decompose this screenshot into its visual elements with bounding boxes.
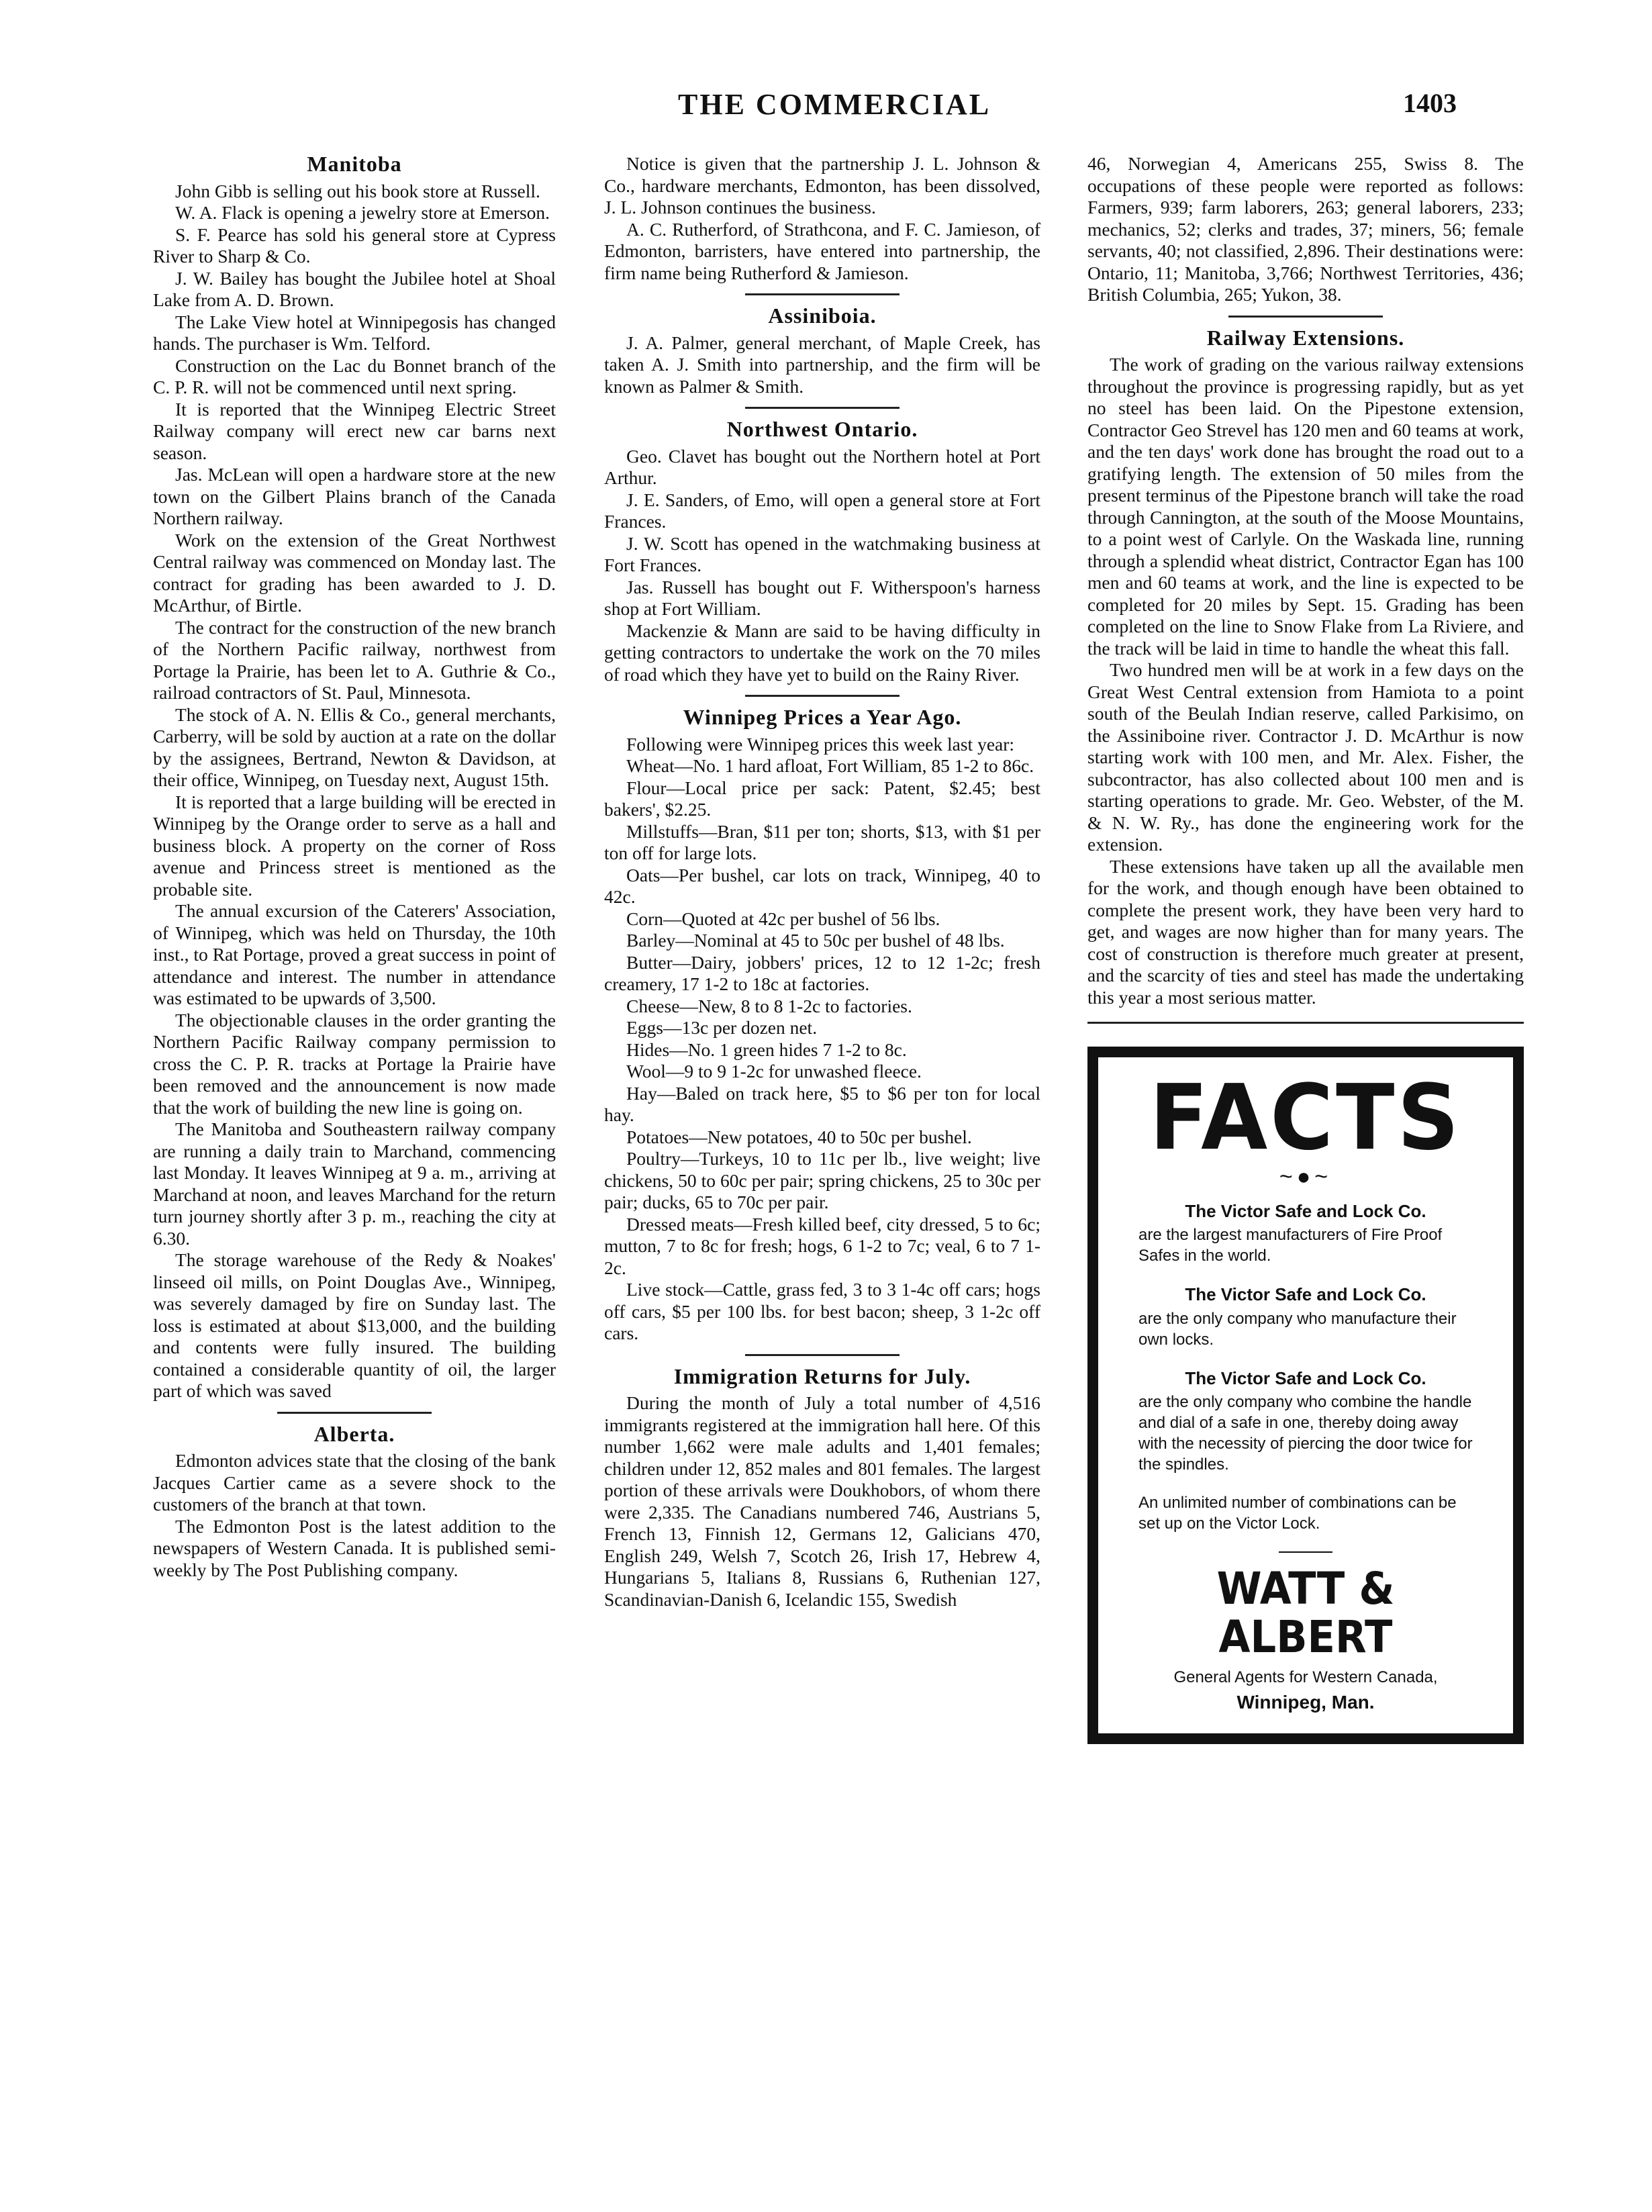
ad-headline: FACTS (1149, 1065, 1462, 1171)
news-item: The annual excursion of the Caterers' Association, of Winnipeg, which was held on Thursday, the 10th inst., to Rat Portage, proved a great success in point of attendance and interest. The number in attendance was estimated to be upwards of 3,500. (153, 900, 556, 1008)
ad-agents-name: WATT & ALBERT (1216, 1563, 1395, 1663)
column-1 (153, 153, 556, 1581)
column-3 (1087, 153, 1524, 1744)
news-item: The Lake View hotel at Winnipegosis has changed hands. The purchaser is Wm. Telford. (153, 311, 556, 354)
news-item: John Gibb is selling out his book store at Russell. (175, 180, 540, 201)
section-heading-alberta: Alberta. (313, 1421, 395, 1446)
price-item: Dressed meats—Fresh killed beef, city dressed, 5 to 6c; mutton, 7 to 8c for fresh; hogs, 6 1-2 to 7c; veal, 6 to 7 1-2c. (604, 1213, 1040, 1278)
news-item: Jas. Russell has bought out F. Witherspoon's harness shop at Fort William. (604, 576, 1040, 619)
price-item: Flour—Local price per sack: Patent, $2.45; best bakers', $2.25. (604, 777, 1040, 820)
news-item: It is reported that the Winnipeg Electric Street Railway company will erect new car barns next season. (153, 398, 556, 463)
news-item-continuation: 46, Norwegian 4, Americans 255, Swiss 8. The occupations of these people were reported as follows: Farmers, 939; farm laborers, 263; general laborers, 233; mechanics, 52; clerks and trades, 37; miners, 56; female servants, 40; not classified, 2,896. Their destinations were: Ontario, 11; Manitoba, 3,766; Northwest Territories, 436; British Columbia, 265; Yukon, 38. (1087, 153, 1524, 305)
price-item: Following were Winnipeg prices this week last year: (626, 733, 1015, 755)
news-item: The stock of A. N. Ellis & Co., general merchants, Carberry, will be sold by auction at a rate on the dollar by the assignees, Bertrand, Newton & Davidson, at their office, Winnipeg, on Tuesday next, August 15th. (153, 704, 556, 790)
column-2 (604, 153, 1040, 1610)
news-item: The Edmonton Post is the latest addition to the newspapers of Western Canada. It is published semi-weekly by The Post Publishing company. (153, 1515, 556, 1580)
ad-company-name: The Victor Safe and Lock Co. (1185, 1200, 1426, 1221)
price-item: Eggs—13c per dozen net. (626, 1017, 818, 1038)
price-item: Potatoes—New potatoes, 40 to 50c per bushel. (626, 1126, 972, 1147)
price-item: Live stock—Cattle, grass fed, 3 to 3 1-4c off cars; hogs off cars, $5 per 100 lbs. for best bacon; sheep, 3 1-2c off cars. (604, 1279, 1040, 1343)
news-item: Edmonton advices state that the closing of the bank Jacques Cartier came as a severe shock to the customers of the branch at that town. (153, 1450, 556, 1514)
advertisement-box (1087, 1047, 1524, 1744)
ad-item-text: are the largest manufacturers of Fire Proof Safes in the world. (1138, 1226, 1443, 1265)
price-item: Wool—9 to 9 1-2c for unwashed fleece. (626, 1061, 922, 1081)
news-item: During the month of July a total number of 4,516 immigrants registered at the immigration hall here. Of this number 1,662 were male adults and 1,401 females; children under 12, 852 males and 801 females. The largest portion of these arrivals were Doukhobors, of whom there were 2,335. The Canadians numbered 746, Austrians 5, French 13, Finnish 12, Germans 12, Galicians 470, English 249, Welsh 7, Scotch 26, Irish 17, Hebrew 4, Hungarians 5, Italians 8, Russians 6, Ruthenian 127, Scandinavian-Danish 6, Icelandic 155, Swedish (604, 1392, 1040, 1610)
section-heading-assiniboia: Assiniboia. (768, 303, 877, 328)
news-item: The contract for the construction of the new branch of the Northern Pacific railway, northwest from Portage la Prairie, has been let to A. Guthrie & Co., railroad contractors of St. Paul, Minnesota. (153, 616, 556, 703)
news-item: J. W. Scott has opened in the watchmaking business at Fort Frances. (604, 532, 1040, 575)
ad-company-name: The Victor Safe and Lock Co. (1185, 1367, 1426, 1388)
news-item: Work on the extension of the Great Northwest Central railway was commenced on Monday last. The contract for grading has been awarded to J. D. McArthur, of Birtle. (153, 529, 556, 616)
publication-title: THE COMMERCIAL (678, 88, 991, 121)
price-item: Wheat—No. 1 hard afloat, Fort William, 85 1-2 to 86c. (626, 755, 1034, 776)
section-divider (745, 293, 900, 295)
page-number: 1403 (1403, 88, 1457, 118)
price-item: Corn—Quoted at 42c per bushel of 56 lbs. (626, 908, 940, 929)
news-item: S. F. Pearce has sold his general store at Cypress River to Sharp & Co. (153, 224, 556, 267)
news-item: The objectionable clauses in the order granting the Northern Pacific Railway company permission to cross the C. P. R. tracks at Portage la Prairie have been removed and the announcement is now made that the work of building the new line is going on. (153, 1009, 556, 1118)
news-item: Construction on the Lac du Bonnet branch of the C. P. R. will not be commenced until next spring. (153, 354, 556, 397)
ad-city: Winnipeg, Man. (1236, 1691, 1375, 1713)
news-item: J. E. Sanders, of Emo, will open a general store at Fort Frances. (604, 489, 1040, 532)
price-item: Millstuffs—Bran, $11 per ton; shorts, $13, with $1 per ton off for large lots. (604, 820, 1040, 863)
news-item: W. A. Flack is opening a jewelry store at Emerson. (175, 202, 550, 223)
news-item: Mackenzie & Mann are said to be having difficulty in getting contractors to undertake the work on the 70 miles of road which they have yet to build on the Rainy River. (604, 620, 1040, 685)
news-item: Notice is given that the partnership J. L. Johnson & Co., hardware merchants, Edmonton, has been dissolved, J. L. Johnson continues the business. (604, 153, 1040, 218)
price-item: Cheese—New, 8 to 8 1-2c to factories. (626, 995, 912, 1016)
news-item: A. C. Rutherford, of Strathcona, and F. C. Jamieson, of Edmonton, barristers, have entered into partnership, the firm name being Rutherford & Jamieson. (604, 218, 1040, 283)
news-item: The storage warehouse of the Redy & Noakes' linseed oil mills, on Point Douglas Ave., Winnipeg, was severely damaged by fire on Sunday last. The loss is estimated at about $13,000, and the building and contents were fully insured. The building contained a considerable quantity of oil, the larger part of which was saved (153, 1249, 556, 1401)
price-item: Hay—Baled on track here, $5 to $6 per ton for local hay. (604, 1082, 1040, 1125)
price-item: Poultry—Turkeys, 10 to 11c per lb., live weight; live chickens, 50 to 60c per pair; spring chickens, 25 to 30c per pair; ducks, 65 to 70c per pair. (604, 1148, 1040, 1212)
news-item: The work of grading on the various railway extensions throughout the province is progressing rapidly, but as yet no steel has been laid. On the Pipestone extension, Contractor Geo Strevel has 120 men and 60 teams at work, and the ten days' work done has brought the road out to a gratifying length. The extension of 50 miles from the present terminus of the Pipestone branch will take the road through Cannington, at the south of the Moose Mountains, to a point west of Carlyle. On the Waskada line, running through a splendid wheat district, Contractor Egan has 100 men and 60 teams at work, and the line is expected to be completed for 20 miles by Sept. 15. Grading has been completed on the line to Snow Flake from La Riviere, and the track will be laid in time to handle the wheat this fall. (1087, 354, 1524, 659)
price-item: Hides—No. 1 green hides 7 1-2 to 8c. (626, 1039, 907, 1060)
news-item: Two hundred men will be at work in a few days on the Great West Central extension from Hamiota to a point south of the Beulah Indian reserve, called Parkisimo, on the Assiniboine river. Contractor J. D. McArthur is now starting work with 100 men, and Mr. Alex. Fisher, the subcontractor, has also collected about 100 men and is starting operations to grade. Mr. Geo. Webster, of the M. & N. W. Ry., has done the engineering work for the extension. (1087, 659, 1524, 855)
section-divider (1228, 316, 1383, 318)
ad-agents-desc: General Agents for Western Canada, (1173, 1668, 1438, 1686)
section-heading-winnipeg-prices: Winnipeg Prices a Year Ago. (683, 705, 962, 729)
section-heading-railway-extensions: Railway Extensions. (1206, 325, 1405, 350)
news-item: Geo. Clavet has bought out the Northern hotel at Port Arthur. (604, 445, 1040, 488)
ad-item-text: are the only company who manufacture their own locks. (1138, 1309, 1457, 1349)
section-divider (277, 1412, 432, 1414)
section-divider (745, 695, 900, 697)
news-item: J. W. Bailey has bought the Jubilee hotel at Shoal Lake from A. D. Brown. (153, 267, 556, 310)
news-item: J. A. Palmer, general merchant, of Maple Creek, has taken A. J. Smith into partnership, and the firm will be known as Palmer & Smith. (604, 332, 1040, 397)
section-divider (745, 1354, 900, 1356)
section-divider (745, 407, 900, 409)
ad-company-name: The Victor Safe and Lock Co. (1185, 1284, 1426, 1304)
news-item: Jas. McLean will open a hardware store at the new town on the Gilbert Plains branch of the Canada Northern railway. (153, 464, 556, 528)
news-item: These extensions have taken up all the available men for the work, and though enough have been obtained to complete the present work, they have been very hard to get, and wages are now higher than for many years. The cost of construction is therefore much greater at present, and the scarcity of ties and steel has made the undertaking this year a most serious matter. (1087, 855, 1524, 1008)
price-item: Butter—Dairy, jobbers' prices, 12 to 12 1-2c; fresh creamery, 17 1-2 to 18c at factories. (604, 951, 1040, 994)
news-item: It is reported that a large building will be erected in Winnipeg by the Orange order to serve as a hall and business block. A property on the corner of Ross avenue and Princess street is mentioned as the probable site. (153, 791, 556, 900)
section-heading-manitoba: Manitoba (307, 152, 402, 176)
price-item: Barley—Nominal at 45 to 50c per bushel of 48 lbs. (626, 930, 1005, 951)
price-item: Oats—Per bushel, car lots on track, Winnipeg, 40 to 42c. (604, 864, 1040, 907)
ad-divider (1279, 1551, 1332, 1553)
ad-closing: An unlimited number of combinations can be set up on the Victor Lock. (1138, 1494, 1457, 1533)
column-rule (1087, 1022, 1524, 1024)
ornament-icon: ~●~ (1279, 1164, 1332, 1190)
news-item: The Manitoba and Southeastern railway company are running a daily train to Marchand, commencing last Monday. It leaves Winnipeg at 9 a. m., arriving at Marchand at noon, and leaves Marchand for the return turn journey shortly after 3 p. m., reaching the city at 6.30. (153, 1118, 556, 1249)
section-heading-northwest-ontario: Northwest Ontario. (726, 417, 918, 441)
ad-item-text: are the only company who combine the handle and dial of a safe in one, thereby doing away with the necessity of piercing the door twice for the spindles. (1138, 1393, 1473, 1474)
section-heading-immigration: Immigration Returns for July. (673, 1363, 971, 1388)
